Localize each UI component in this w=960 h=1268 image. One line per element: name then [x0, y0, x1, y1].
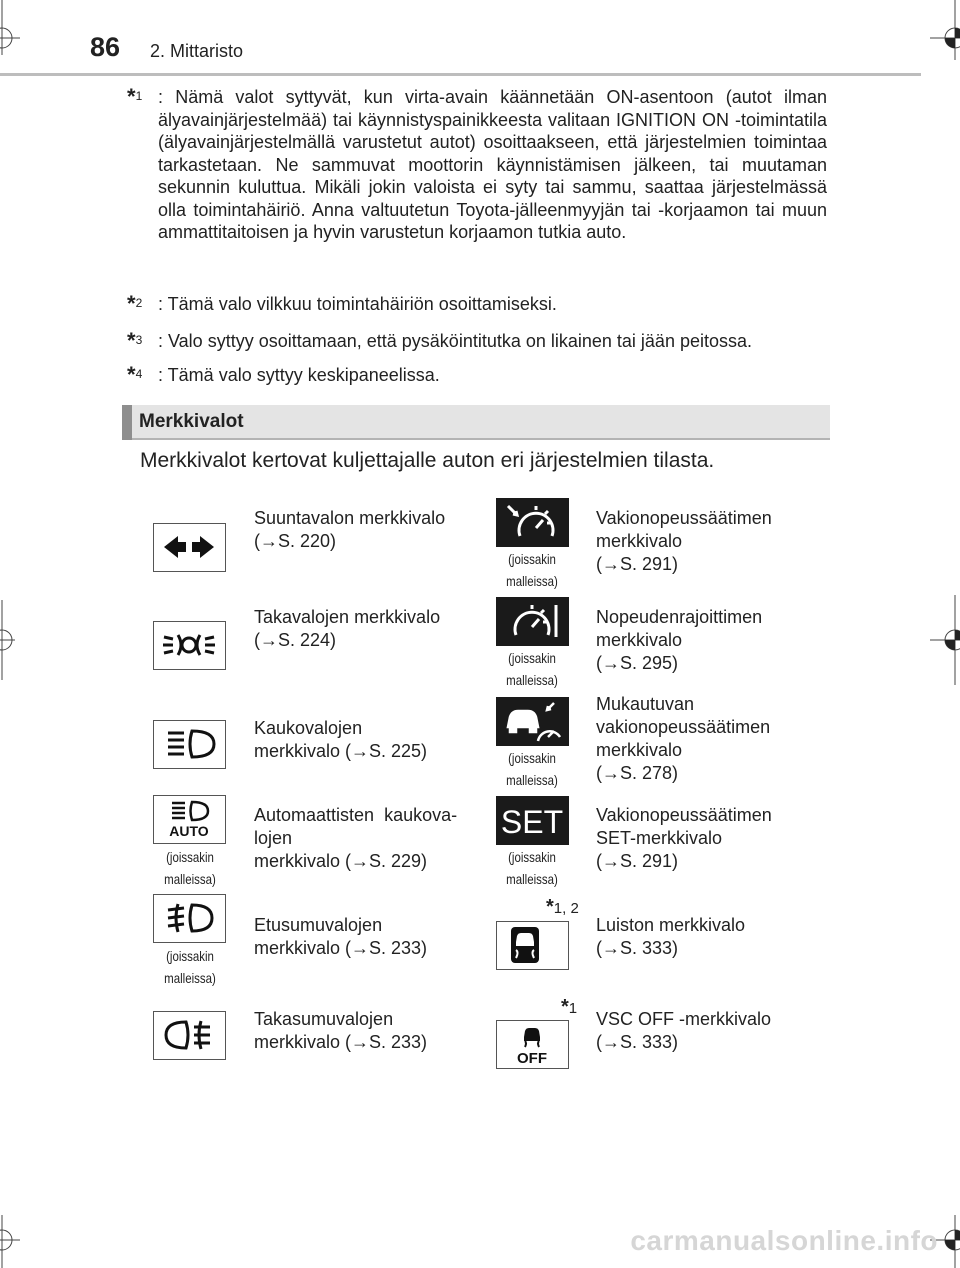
footnote-4: *$^4$ : Tämä valo syttyy keskipaneelissa.	[127, 364, 827, 387]
cruise-control-icon	[496, 498, 569, 547]
tail-light-icon	[153, 621, 226, 670]
rear-fog-icon	[153, 1011, 226, 1060]
vsc-off-icon	[496, 1020, 569, 1069]
availability-note: (joissakin malleissa)	[164, 849, 216, 887]
svg-text:SET: SET	[500, 804, 564, 840]
high-beam-icon	[153, 720, 226, 769]
availability-note: (joissakin malleissa)	[164, 948, 216, 986]
footnote-3: *$^3$ : Valo syttyy osoittamaan, että pysäköintitutka on likainen tai jään peitossa.	[127, 330, 827, 353]
turn-signal-icon	[153, 523, 226, 572]
availability-note: (joissakin malleissa)	[506, 650, 558, 688]
front-fog-label: Etusumuvalojen merkkivalo (→S. 233)	[254, 915, 428, 958]
section-bar	[122, 405, 132, 440]
chapter-title: 2. Mittaristo	[150, 41, 244, 61]
section-intro: Merkkivalot kertovat kuljettajalle auton eri järjestelmien tilasta.	[140, 449, 715, 472]
footnote-text: : Tämä valo syttyy keskipaneelissa.	[158, 365, 440, 385]
speed-limiter-icon	[496, 597, 569, 646]
footnote-text: : Tämä valo vilkkuu toimintahäiriön osoittamiseksi.	[158, 294, 557, 314]
cruise-control-label: Vakionopeussäätimen merkkivalo (→S. 291)	[596, 508, 772, 574]
section-header	[122, 405, 830, 440]
auto-high-beam-icon	[153, 795, 226, 844]
footnote-1: *$^1$ : Nämä valot syttyvät, kun virta-avain käännetään ON-asentoon (autot ilman älyavainjärjestelmää) tai käynnistyspainikkeesta valitaan IGNITION ON -toimintatila (älyavainjärjestelmällä varustetut autot) osoittaakseen, että järjestelmien toimintaa tarkastetaan. Ne sammuvat moottorin käynnistämisen jälkeen, tai muutaman sekunnin kuluttua. Mikäli jokin valoista ei syty tai sammu, saattaa järjestelmässä olla toimintahäiriö. Anna valtuutetun Toyota-jälleenmyyjän tai -korjaamon tai muun ammattitaitoisen ja hyvin varustetun korjaamon tutkia auto.	[127, 84, 827, 242]
vsc-off-label: VSC OFF -merkkivalo (→S. 333)	[596, 1009, 772, 1052]
header-divider	[0, 73, 921, 76]
watermark: carmanualsonline.info	[630, 1225, 938, 1256]
svg-text:OFF: OFF	[517, 1050, 547, 1067]
turn-signal-label: Suuntavalon merkkivalo (→S. 220)	[254, 508, 446, 551]
cruise-set-icon	[496, 796, 569, 845]
footnote-text: : Nämä valot syttyvät, kun virta-avain käännetään ON-asentoon (autot ilman älyavainjärjestelmää) tai käynnistyspainikkeesta valitaan IGNITION ON -toimintatila (älyavainjärjestelmällä varustetut autot) osoittaakseen, että järjestelmien toimintaa tarkastetaan. Ne sammuvat moottorin käynnistämisen jälkeen, tai muutaman sekunnin kuluttua. Mikäli jokin valoista ei syty tai sammu, saattaa järjestelmässä olla toimintahäiriö. Anna valtuutetun Toyota-jälleenmyyjän tai -korjaamon tai muun ammattitaitoisen ja hyvin varustetun korjaamon tutkia auto.	[158, 87, 827, 242]
high-beam-label: Kaukovalojen merkkivalo (→S. 225)	[254, 718, 428, 761]
cruise-set-label: Vakionopeussäätimen SET-merkkivalo (→S. 291)	[596, 805, 772, 871]
page-number: 86	[90, 32, 121, 62]
section-title: Merkkivalot	[139, 411, 244, 432]
adaptive-cruise-label: Mukautuvan vakionopeussäätimen merkkivalo (→S. 278)	[596, 694, 771, 783]
availability-note: (joissakin malleissa)	[506, 849, 558, 887]
svg-text:AUTO: AUTO	[169, 823, 209, 839]
rear-fog-label: Takasumuvalojen merkkivalo (→S. 233)	[254, 1009, 428, 1052]
tail-light-label: Takavalojen merkkivalo (→S. 224)	[254, 607, 441, 650]
availability-note: (joissakin malleissa)	[506, 750, 558, 788]
footnote-text: : Valo syttyy osoittamaan, että pysäköintitutka on likainen tai jään peitossa.	[158, 331, 752, 351]
slip-indicator-icon	[496, 921, 569, 970]
speed-limiter-label: Nopeudenrajoittimen merkkivalo (→S. 295)	[596, 607, 763, 673]
front-fog-icon	[153, 894, 226, 943]
availability-note: (joissakin malleissa)	[506, 551, 558, 589]
auto-high-beam-label: Automaattisten kaukova- lojen merkkivalo (→S. 229)	[254, 805, 458, 871]
slip-indicator-label: Luiston merkkivalo (→S. 333)	[596, 915, 746, 958]
adaptive-cruise-icon	[496, 697, 569, 746]
footnote-2: *$^2$ : Tämä valo vilkkuu toimintahäiriön osoittamiseksi.	[127, 293, 827, 316]
footnote-ref: *1	[561, 996, 578, 1018]
footnote-ref: *1, 2	[546, 896, 579, 918]
